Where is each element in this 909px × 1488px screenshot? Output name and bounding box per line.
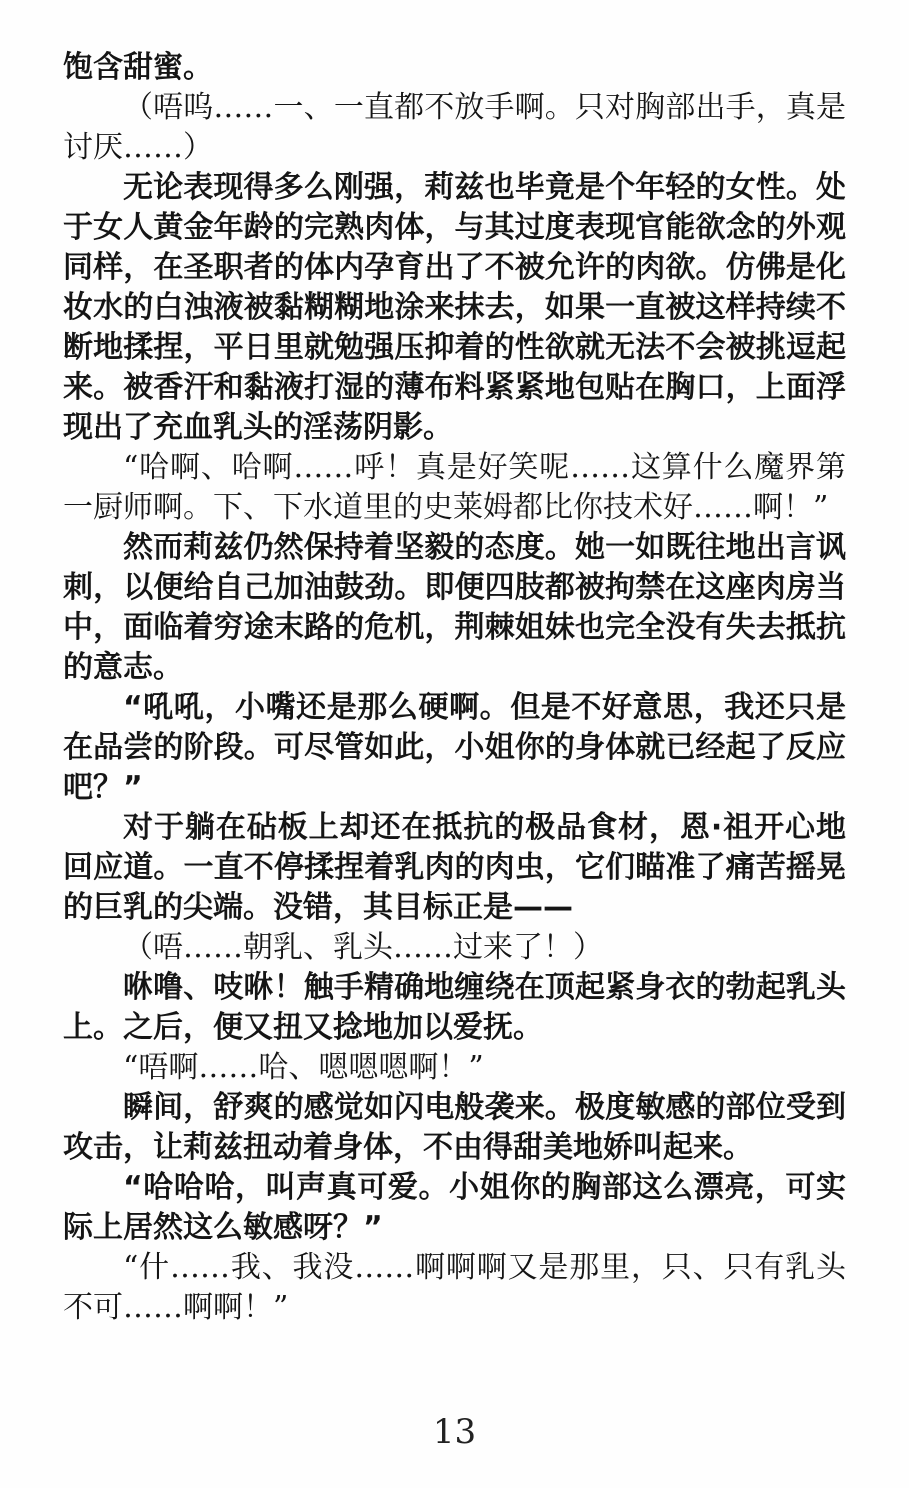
paragraph-dialogue-villain: “哈哈哈，叫声真可爱。小姐你的胸部这么漂亮，可实际上居然这么敏感呀？” [63,1170,846,1245]
paragraph-narration: 无论表现得多么刚强，莉兹也毕竟是个年轻的女性。处于女人黄金年龄的完熟肉体，与其过度表现官能欲念的外观同样，在圣职者的体内孕育出了不被允许的肉欲。仿佛是化妆水的白浊液被黏糊糊地涂来抹去，如果一直被这样持续不断地揉捏，平日里就勉强压抑着的性欲就无法不会被挑逗起来。被香汗和黏液打湿的薄布料紧紧地包贴在胸口，上面浮现出了充血乳头的淫荡阴影。 [63,170,846,445]
paragraph-narration: 饱含甜蜜。 [63,50,213,85]
paragraph-narration: 对于躺在砧板上却还在抵抗的极品食材，恩·祖开心地回应道。一直不停揉捏着乳肉的肉虫，它们瞄准了痛苦摇晃的巨乳的尖端。没错，其目标正是—— [63,810,846,925]
page-number: 13 [432,1412,477,1452]
paragraph-dialogue-villain: “吼吼，小嘴还是那么硬啊。但是不好意思，我还只是在品尝的阶段。可尽管如此，小姐你的身体就已经起了反应吧？” [63,690,846,805]
paragraph-narration: 瞬间，舒爽的感觉如闪电般袭来。极度敏感的部位受到攻击，让莉兹扭动着身体，不由得甜美地娇叫起来。 [63,1090,846,1165]
page-footer [0,1412,909,1452]
text-block [63,48,846,1328]
paragraph-dialogue-heroine: “哈啊、哈啊……呼！真是好笑呢……这算什么魔界第一厨师啊。下、下水道里的史莱姆都比你技术好……啊！” [63,450,846,525]
paragraph-inner-monologue: （唔……朝乳、乳头……过来了！） [123,930,603,965]
paragraph-narration: 然而莉兹仍然保持着坚毅的态度。她一如既往地出言讽刺，以便给自己加油鼓劲。即便四肢都被拘禁在这座肉房当中，面临着穷途末路的危机，荆棘姐妹也完全没有失去抵抗的意志。 [63,530,846,685]
paragraph-inner-monologue: （唔呜……一、一直都不放手啊。只对胸部出手，真是讨厌……） [63,90,846,165]
paragraph-dialogue-heroine: “什……我、我没……啊啊啊又是那里，只、只有乳头不可……啊啊！” [63,1250,846,1325]
paragraph-narration: 咻噜、吱咻！触手精确地缠绕在顶起紧身衣的勃起乳头上。之后，便又扭又捻地加以爱抚。 [63,970,846,1045]
paragraph-dialogue-heroine: “唔啊……哈、嗯嗯嗯啊！” [123,1050,484,1085]
